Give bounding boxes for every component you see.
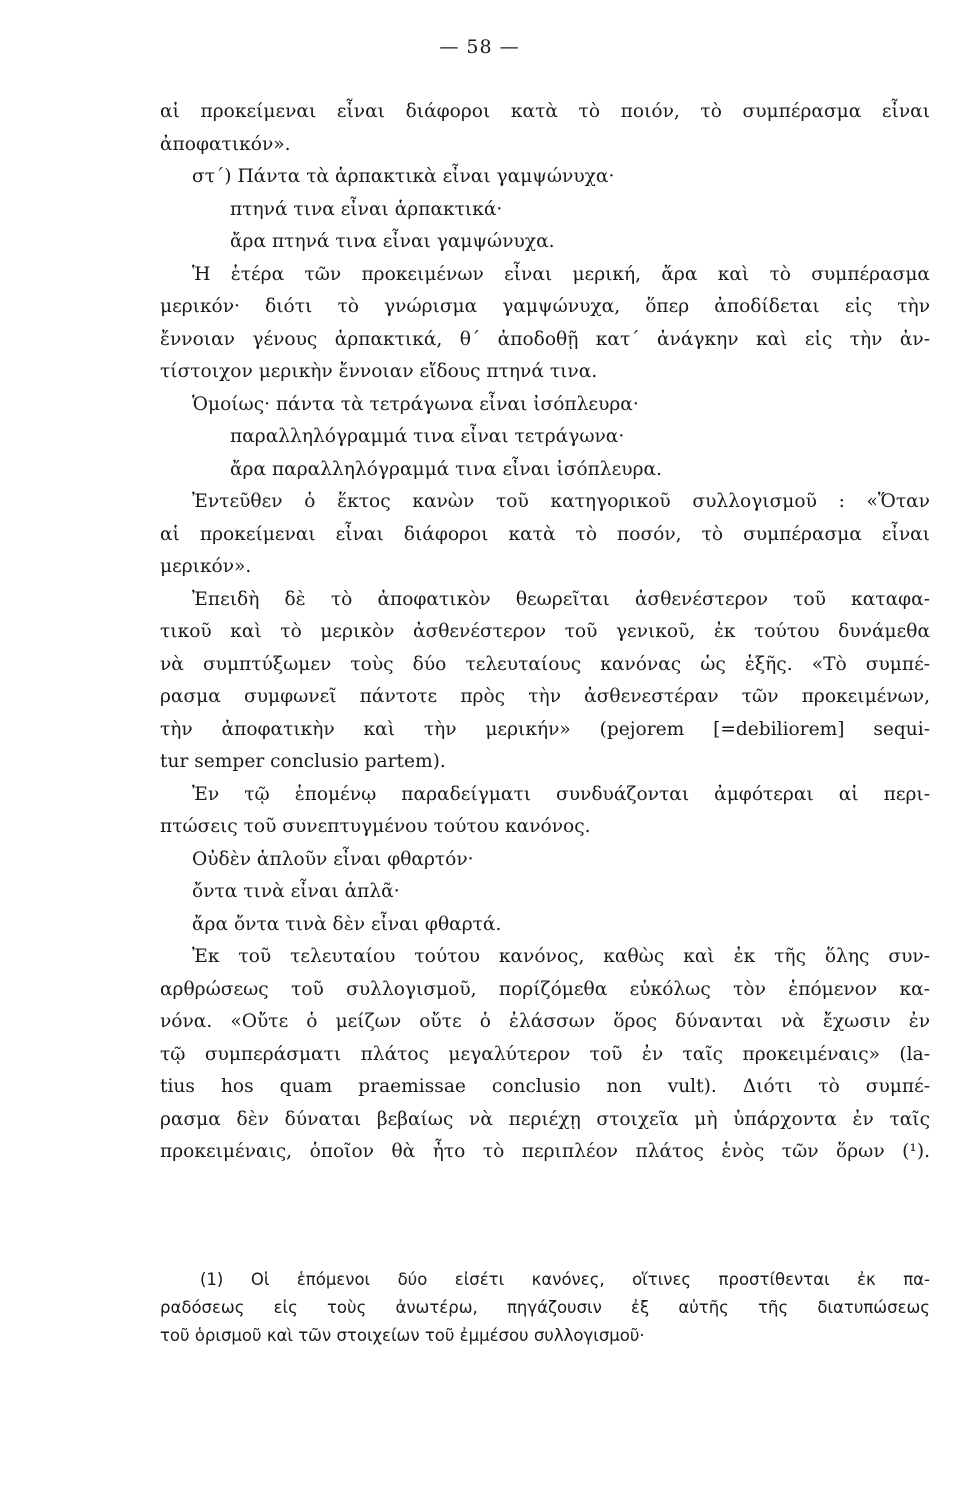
text-line: ρασμα συμφωνεῖ πάντοτε πρὸς τὴν ἀσθενεστέραν τῶν προκειμένων, bbox=[160, 686, 930, 707]
text-line: νὰ συμπτύξωμεν τοὺς δύο τελευταίους κανόνας ὡς ἑξῆς. «Τὸ συμπέ- bbox=[160, 653, 930, 675]
text-line: νόνα. «Οὔτε ὁ μείζων οὔτε ὁ ἐλάσσων ὅρος δύνανται νὰ ἔχωσιν ἐν bbox=[160, 1011, 930, 1032]
text-line: ρασμα δὲν δύναται βεβαίως νὰ περιέχῃ στοιχεῖα μὴ ὑπάρχοντα ἐν ταῖς bbox=[160, 1108, 930, 1130]
text-line: Ἡ ἑτέρα τῶν προκειμένων εἶναι μερική, ἄρα καὶ τὸ συμπέρασμα bbox=[192, 263, 930, 285]
text-line: αἱ προκείμεναι εἶναι διάφοροι κατὰ τὸ ποιόν, τὸ συμπέρασμα εἶναι bbox=[160, 101, 930, 122]
text-line: τὴν ἀποφατικὴν καὶ τὴν μερικήν» (pejorem [=debiliorem] sequi- bbox=[160, 718, 930, 740]
text-line: μερικόν· διότι τὸ γνώρισμα γαμψώνυχα, ὅπερ ἀποδίδεται εἰς τὴν bbox=[160, 296, 930, 317]
text-line: προκειμέναις, ὁποῖον θὰ ἦτο τὸ περιπλέον πλάτος ἑνὸς τῶν ὅρων (¹). bbox=[160, 1141, 930, 1162]
text-line: Ὁμοίως· πάντα τὰ τετράγωνα εἶναι ἰσόπλευρα· bbox=[192, 393, 639, 415]
text-line: Ἐκ τοῦ τελευταίου τούτου κανόνος, καθὼς καὶ ἐκ τῆς ὅλης συν- bbox=[192, 946, 930, 967]
text-line: Οὐδὲν ἁπλοῦν εἶναι φθαρτόν· bbox=[192, 848, 474, 870]
text-line: παραλληλόγραμμά τινα εἶναι τετράγωνα· bbox=[230, 426, 625, 447]
text-line: ἀποφατικόν». bbox=[160, 133, 291, 155]
text-line: Ἐπειδὴ δὲ τὸ ἀποφατικὸν θεωρεῖται ἀσθενέστερον τοῦ καταφα- bbox=[192, 588, 930, 610]
text-line: ἄρα παραλληλόγραμμά τινα εἶναι ἰσόπλευρα. bbox=[230, 458, 662, 480]
text-line: tius hos quam praemissae conclusio non vult). Διότι τὸ συμπέ- bbox=[160, 1076, 930, 1097]
text-line: ὄντα τινὰ εἶναι ἁπλᾶ· bbox=[192, 881, 400, 902]
text-line: tur semper conclusio partem). bbox=[160, 751, 446, 772]
text-line: αἱ προκείμεναι εἶναι διάφοροι κατὰ τὸ ποσόν, τὸ συμπέρασμα εἶναι bbox=[160, 523, 930, 545]
text-line: ἔννοιαν γένους ἁρπακτικά, θ΄ ἀποδοθῇ κατ΄ ἀνάγκην καὶ εἰς τὴν ἀν- bbox=[160, 328, 930, 350]
text-line: πτηνά τινα εἶναι ἁρπακτικά· bbox=[230, 198, 503, 220]
footnote bbox=[160, 1266, 930, 1350]
text-line: πτώσεις τοῦ συνεπτυγμένου τούτου κανόνος. bbox=[160, 816, 591, 837]
text-line: στ΄) Πάντα τὰ ἁρπακτικὰ εἶναι γαμψώνυχα· bbox=[192, 166, 615, 187]
footnote-line: (1) Οἱ ἑπόμενοι δύο εἰσέτι κανόνες, οἵτινες προστίθενται ἐκ πα- bbox=[200, 1270, 930, 1289]
footnote-line: ραδόσεως εἰς τοὺς ἀνωτέρω, πηγάζουσιν ἐξ αὐτῆς τῆς διατυπώσεως bbox=[160, 1298, 930, 1317]
text-line: τίστοιχον μερικὴν ἔννοιαν εἴδους πτηνά τινα. bbox=[160, 361, 598, 382]
text-line: τῷ συμπεράσματι πλάτος μεγαλύτερον τοῦ ἐν ταῖς προκειμέναις» (la- bbox=[160, 1043, 930, 1065]
footnote-line: τοῦ ὁρισμοῦ καὶ τῶν στοιχείων τοῦ ἐμμέσου συλλογισμοῦ· bbox=[160, 1326, 645, 1345]
text-line: Ἐν τῷ ἑπομένῳ παραδείγματι συνδυάζονται ἀμφότεραι αἱ περι- bbox=[192, 783, 930, 805]
page-number: — 58 — bbox=[439, 36, 520, 58]
text-line: τικοῦ καὶ τὸ μερικὸν ἀσθενέστερον τοῦ γενικοῦ, ἐκ τούτου δυνάμεθα bbox=[160, 621, 930, 642]
text-line: Ἐντεῦθεν ὁ ἕκτος κανὼν τοῦ κατηγορικοῦ συλλογισμοῦ : «Ὅταν bbox=[192, 491, 930, 512]
page-body bbox=[160, 96, 930, 1169]
text-line: αρθρώσεως τοῦ συλλογισμοῦ, πορίζόμεθα εὐκόλως τὸν ἑπόμενον κα- bbox=[160, 978, 930, 1000]
text-line: ἄρα ὄντα τινὰ δὲν εἶναι φθαρτά. bbox=[192, 913, 502, 935]
text-line: ἄρα πτηνά τινα εἶναι γαμψώνυχα. bbox=[230, 231, 555, 252]
text-line: μερικόν». bbox=[160, 556, 252, 577]
